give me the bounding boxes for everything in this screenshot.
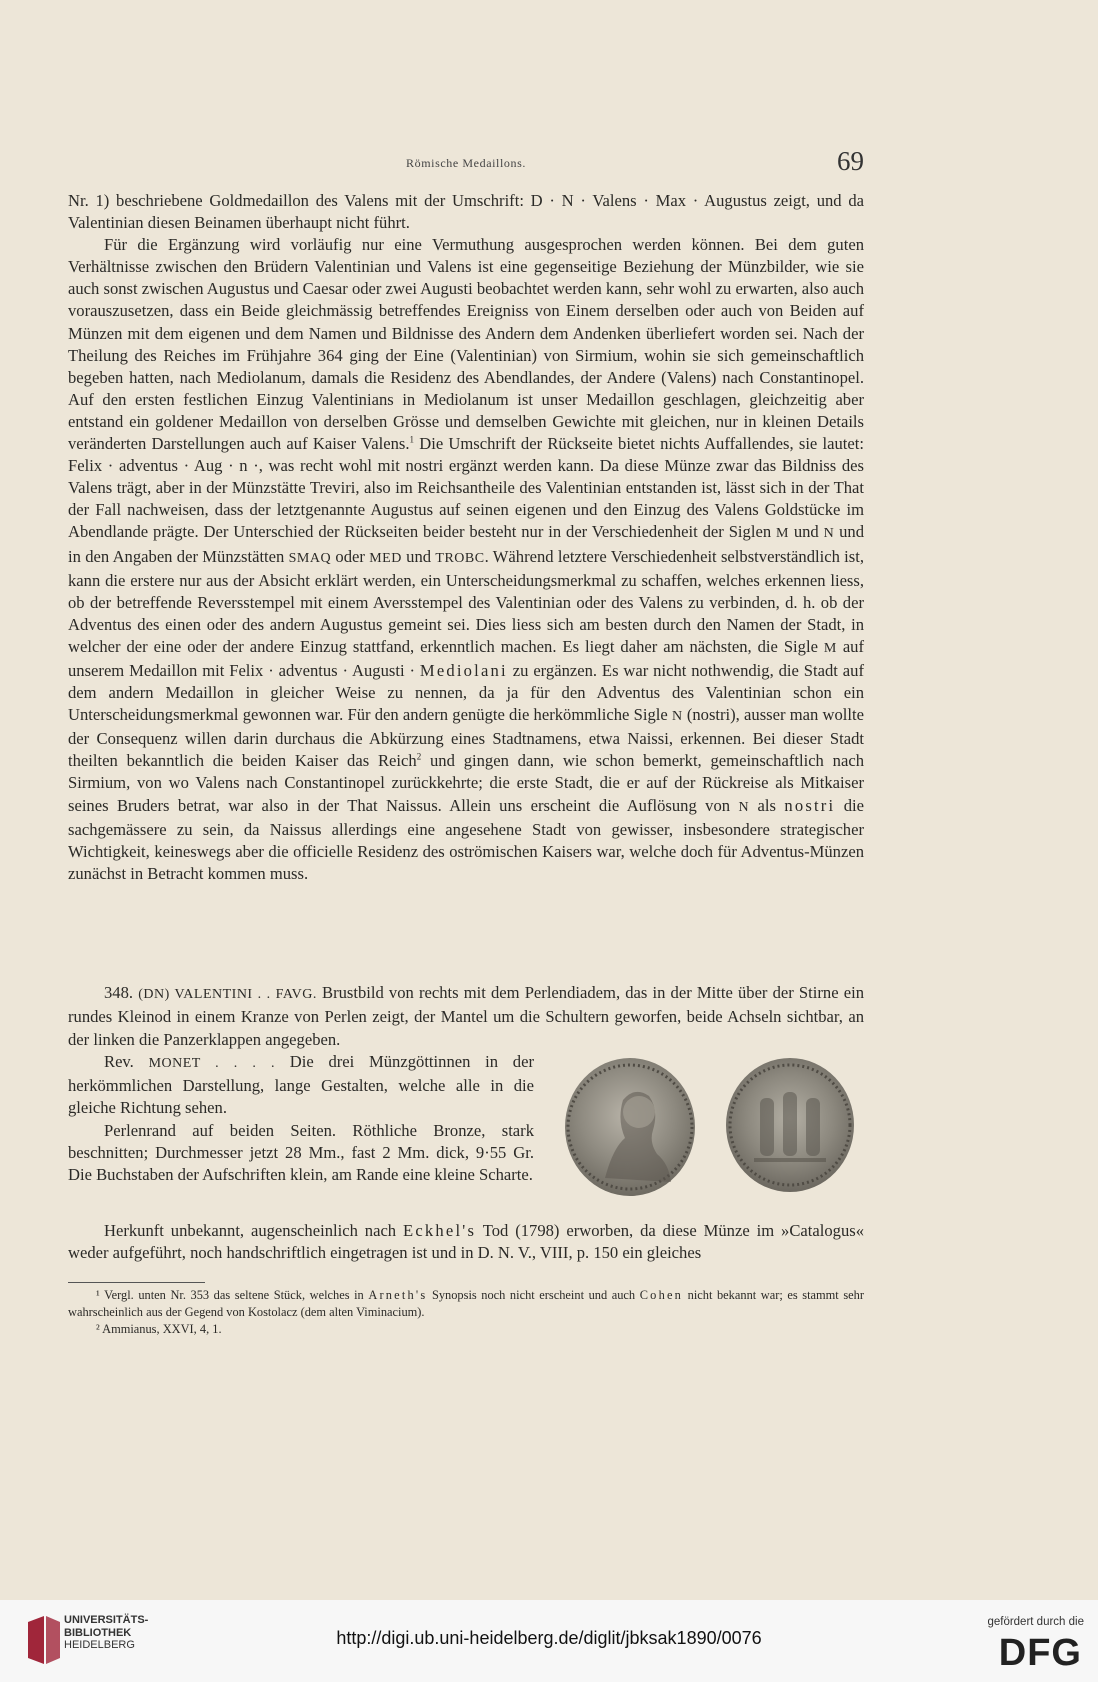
footnote-ref-2: 2 <box>416 751 422 762</box>
footnote-ref-1: 1 <box>409 434 414 445</box>
paragraph-1: Nr. 1) beschriebene Goldmedaillon des Valens mit der Umschrift: D · N · Valens · Max · Augustus zeigt, und da Valentinian diesen Beinamen überhaupt nicht führt. <box>68 191 864 233</box>
footnote-2: ² Ammianus, XXVI, 4, 1. <box>96 1322 222 1336</box>
main-text <box>68 190 864 885</box>
running-title: Römische Medaillons. <box>406 156 526 170</box>
entry-reverse: Rev. MONET . . . . Die drei Münzgöttinnen in der herkömmlichen Darstellung, lange Gestalten, welche alle in die gleiche Richtung sehen. <box>68 1051 534 1118</box>
dfg-logo: DFG <box>998 1632 1082 1674</box>
coin-reverse-image <box>726 1058 854 1192</box>
entry-obverse: 348. (DN) VALENTINI . . FAVG. Brustbild von rechts mit dem Perlendiadem, das in der Mitte über der Stirne ein rundes Kleinod in einem Kranze von Perlen zeigt, der Mantel um die Schultern geworfen, beide Achseln sichtbar, an der linken die Panzerklappen angegeben. <box>68 983 864 1049</box>
digitization-footer <box>0 1600 1098 1682</box>
entry-provenance: Herkunft unbekannt, augenscheinlich nach Eckhel's Tod (1798) erworben, da diese Münze im »Catalogus« weder aufgeführt, noch handschriftlich eingetragen ist und in D. N. V., VIII, p. 150 ein gleiches <box>68 1221 864 1263</box>
coin-obverse-image <box>565 1058 695 1196</box>
library-name: UNIVERSITÄTS- BIBLIOTHEK HEIDELBERG <box>64 1614 149 1651</box>
footnote-rule <box>68 1282 205 1283</box>
page-number: 69 <box>837 146 864 176</box>
permalink-url[interactable]: http://digi.ub.uni-heidelberg.de/diglit/jbksak1890/0076 <box>336 1628 762 1648</box>
sponsor-label: gefördert durch die <box>987 1616 1084 1628</box>
footnote-1: ¹ Vergl. unten Nr. 353 das seltene Stück, welches in Arneth's Synopsis noch nicht erscheint und auch Cohen nicht bekannt war; es stammt sehr wahrscheinlich aus der Gegend von Kostolacz (dem alten Viminacium). <box>68 1288 864 1319</box>
paragraph-2: Für die Ergänzung wird vorläufig nur eine Vermuthung ausgesprochen werden können. Bei dem guten Verhältnisse zwischen den Brüdern Valentinian und Valens ist eine gegenseitige Beziehung der Münzbilder, wie sie auch sonst zwischen Augustus und Caesar oder zwei Augusti beobachtet werden kann, sehr wohl zu erwarten, also auch vorauszusetzen, dass ein Beide gleichmässig betreffendes Ereigniss von Einem derselben oder auch von Beiden auf Münzen mit dem eigenen und dem Namen und Bildnisse des Andern dem Andenken überliefert worden sei. Nach der Theilung des Reiches im Frühjahre 364 ging der Eine (Valentinian) von Sirmium, wohin sie sich gemeinschaftlich begeben hatten, nach Mediolanum, damals die Residenz des Abendlandes, der Andere (Valens) nach Constantinopel. Auf den ersten festlichen Einzug Valentinians in Mediolanum ist unser Medaillon geschlagen, gleichzeitig aber entstand ein goldener Medaillon von derselben Grösse und demselben Gewichte mit gleichen, nur in kleinen Details veränderten Darstellungen auch auf Kaiser Valens.$^1$ Die Umschrift der Rückseite bietet nichts Auffallendes, sie lautet: Felix · adventus · Aug · n ·, was recht wohl mit nostri ergänzt werden kann. Da diese Münze zwar das Bildniss des Valens trägt, aber in der Münzstätte Treviri, also im Reichsantheile des Valentinian entstanden ist, lässt sich in der That der Fall nachweisen, dass der letztgenannte Augustus auf seinen eigenen und den Einzug des Valens Goldstücke im Abendlande prägte. Der Unterschied der Rückseiten beider besteht nur in der Verschiedenheit der Siglen M und N und in den Angaben der Münzstätten SMAQ oder MED und TROBC. Während letztere Verschiedenheit selbstverständlich ist, kann die erstere nur aus der Absicht erklärt werden, ein Unterscheidungsmerkmal zu schaffen, welches erkennen liess, ob der betreffende Reversstempel mit einem Aversstempel des Valentinian oder des Valens zu verbinden, d. h. ob der Adventus des einen oder des andern Augustus gemeint sei. Dies liess sich am besten durch den Namen der Stadt, in welcher der eine oder der andere Einzug stattfand, erkenntlich machen. Es liegt daher am nächsten, die Sigle M auf unserem Medaillon mit Felix · adventus · Augusti · Mediolani zu ergänzen. Es war nicht nothwendig, die Stadt auf dem andern Medaillon in gleicher Weise zu nennen, da ja für den Adventus des Valentinian schon ein Unterscheidungsmerkmal gewonnen war. Für den andern genügte die herkömmliche Sigle N (nostri), ausser man wollte der Consequenz willen darin durchaus die Abkürzung eines Stadtnamens, etwa Naissi, erkennen. Bei dieser Stadt theilten bekanntlich die beiden Kaiser das Reich$^2$ und gingen dann, wie schon bemerkt, gemeinschaftlich nach Sirmium, von wo Valens nach Constantinopel zurückkehrte; die erste Stadt, die er auf der Rückreise als Mitkaiser seines Bruders betrat, war also in der That Naissus. Allein uns erscheint die Auflösung von N als nostri die sachgemässere zu sein, da Naissus allerdings eine angesehene Stadt von gewisser, insbesondere strategischer Wichtigkeit, keineswegs aber die officielle Residenz des oströmischen Kaisers war, welche doch für Adventus-Münzen zunächst in Betracht kommen muss. <box>68 235 865 883</box>
page-header <box>68 146 864 180</box>
entry-physical: Perlenrand auf beiden Seiten. Röthliche Bronze, stark beschnitten; Durchmesser jetzt 28 Mm., fast 2 Mm. dick, 9·55 Gr. Die Buchstaben der Aufschriften klein, am Rande eine kleine Scharte. <box>68 1120 534 1185</box>
footnotes <box>68 1287 864 1338</box>
coin-illustration <box>560 1052 860 1202</box>
